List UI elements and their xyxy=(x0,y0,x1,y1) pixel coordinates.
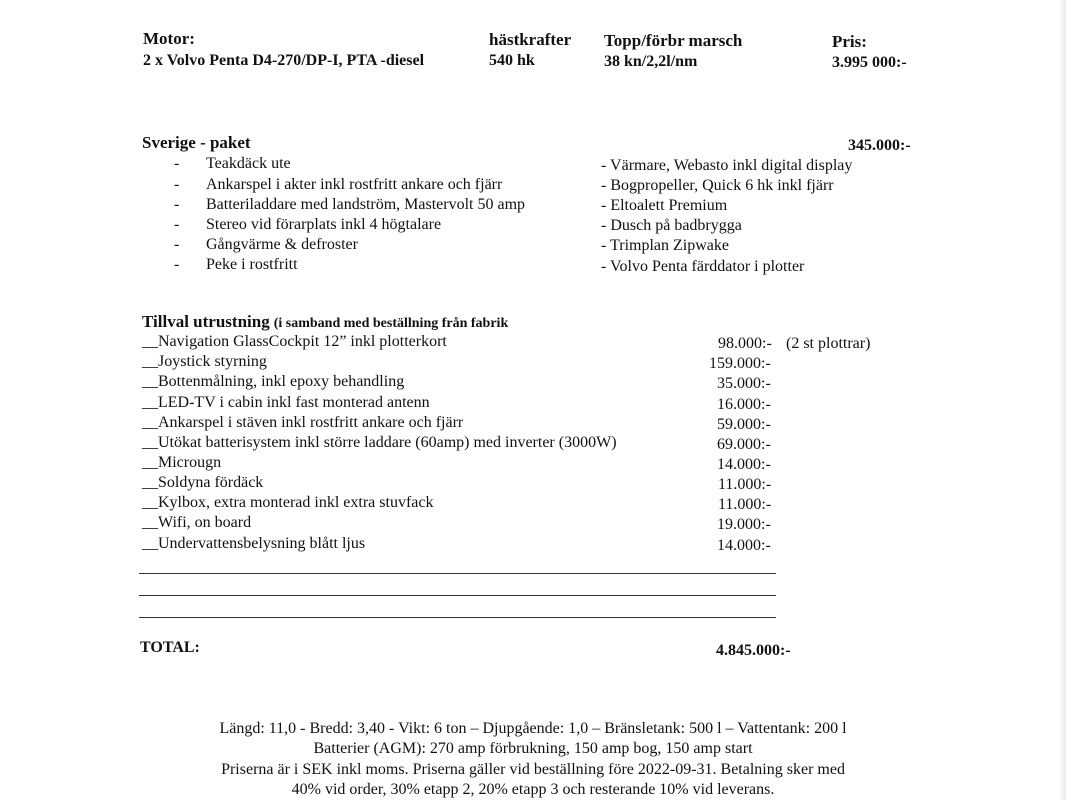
blank-entry-line xyxy=(139,595,776,596)
bullet-dash: - xyxy=(174,176,180,193)
options-heading xyxy=(142,312,508,332)
list-item: - Volvo Penta färddator i plotter xyxy=(601,258,805,275)
total-label: TOTAL: xyxy=(140,639,200,656)
footer-line: 40% vid order, 30% etapp 2, 20% etapp 3 och resterande 10% vid leverans. xyxy=(291,781,775,798)
blank-entry-line xyxy=(139,617,776,618)
power-header: hästkrafter xyxy=(489,30,572,49)
footer-line: Längd: 11,0 - Bredd: 3,40 - Vikt: 6 ton – Djupgående: 1,0 – Bränsletank: 500 l – Vattentank: 200 l xyxy=(219,720,847,737)
option-label: __Joystick styrning xyxy=(142,353,267,370)
bullet-dash: - xyxy=(174,196,180,213)
option-label: __Soldyna fördäck xyxy=(142,474,264,491)
footer-line: Priserna är i SEK inkl moms. Priserna gäller vid beställning före 2022-09-31. Betalning sker med xyxy=(221,761,845,778)
option-price: 59.000:- xyxy=(717,416,771,433)
list-item: - Trimplan Zipwake xyxy=(601,237,729,254)
option-price: 69.000:- xyxy=(717,436,771,453)
price-value: 3.995 000:- xyxy=(832,54,907,71)
list-item: - Värmare, Webasto inkl digital display xyxy=(601,157,853,174)
speed-header: Topp/förbr marsch xyxy=(604,31,743,50)
option-label: __Bottenmålning, inkl epoxy behandling xyxy=(142,373,405,390)
option-label: __LED-TV i cabin inkl fast monterad antenn xyxy=(142,394,430,411)
list-item-label: Ankarspel i akter inkl rostfritt ankare och fjärr xyxy=(206,176,503,193)
option-label: __Utökat batterisystem inkl större laddare (60amp) med inverter (3000W) xyxy=(142,434,617,451)
bullet-dash: - xyxy=(174,256,180,273)
total-value: 4.845.000:- xyxy=(716,642,791,659)
option-price: 14.000:- xyxy=(717,456,771,473)
option-price: 35.000:- xyxy=(717,375,771,392)
option-note: (2 st plottrar) xyxy=(786,335,871,352)
option-label: __Microugn xyxy=(142,454,222,471)
motor-value: 2 x Volvo Penta D4-270/DP-I, PTA -diesel xyxy=(143,52,425,69)
option-price: 16.000:- xyxy=(717,396,771,413)
option-label: __Wifi, on board xyxy=(142,514,252,531)
page-edge-shadow xyxy=(1058,0,1066,800)
option-price: 19.000:- xyxy=(717,516,771,533)
list-item: - Eltoalett Premium xyxy=(601,197,728,214)
motor-header: Motor: xyxy=(143,29,195,48)
options-title: Tillval utrustning xyxy=(142,312,270,331)
list-item: - Bogpropeller, Quick 6 hk inkl fjärr xyxy=(601,177,834,194)
list-item-label: Peke i rostfritt xyxy=(206,256,298,273)
package-title: Sverige - paket xyxy=(142,133,251,152)
option-label: __Navigation GlassCockpit 12” inkl plotterkort xyxy=(142,333,447,350)
options-subtitle: (i samband med beställning från fabrik xyxy=(273,316,509,331)
option-price: 159.000:- xyxy=(709,355,771,372)
bullet-dash: - xyxy=(174,216,180,233)
list-item-label: Gångvärme & defroster xyxy=(206,236,358,253)
option-price: 98.000:- xyxy=(718,335,772,352)
speed-value: 38 kn/2,2l/nm xyxy=(604,53,698,70)
list-item-label: Stereo vid förarplats inkl 4 högtalare xyxy=(206,216,442,233)
package-price: 345.000:- xyxy=(848,137,911,154)
list-item-label: Batteriladdare med landström, Mastervolt 50 amp xyxy=(206,196,526,213)
option-price: 11.000:- xyxy=(718,476,772,493)
option-price: 14.000:- xyxy=(717,537,771,554)
list-item: - Dusch på badbrygga xyxy=(601,217,742,234)
option-label: __Ankarspel i stäven inkl rostfritt ankare och fjärr xyxy=(142,414,464,431)
price-header: Pris: xyxy=(832,32,867,51)
blank-entry-line xyxy=(139,573,776,574)
bullet-dash: - xyxy=(174,155,180,172)
option-label: __Kylbox, extra monterad inkl extra stuvfack xyxy=(142,494,434,511)
footer-line: Batterier (AGM): 270 amp förbrukning, 150 amp bog, 150 amp start xyxy=(313,740,753,757)
option-price: 11.000:- xyxy=(718,496,772,513)
option-label: __Undervattensbelysning blått ljus xyxy=(142,535,366,552)
bullet-dash: - xyxy=(174,236,180,253)
list-item-label: Teakdäck ute xyxy=(206,155,291,172)
power-value: 540 hk xyxy=(489,52,535,69)
